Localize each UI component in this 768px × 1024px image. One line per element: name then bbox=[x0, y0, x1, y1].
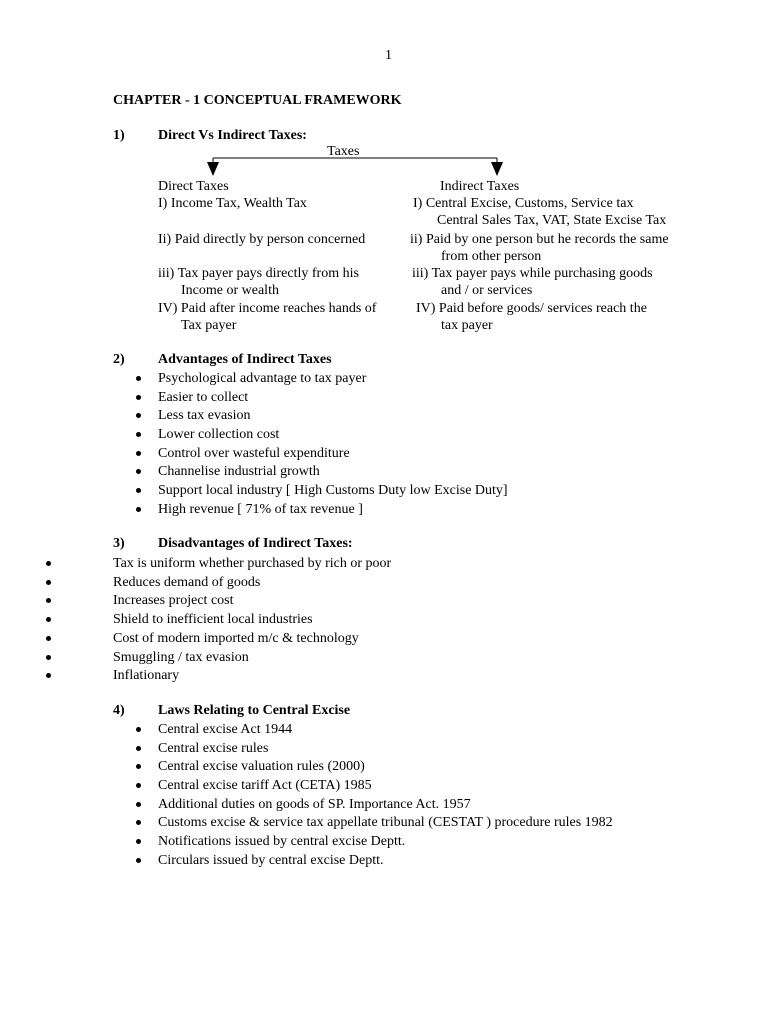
arrow-down-icon-right bbox=[491, 162, 503, 176]
section-4-title: Laws Relating to Central Excise bbox=[158, 703, 351, 718]
indirect-point-4: IV) Paid before goods/ services reach the bbox=[416, 301, 647, 316]
section-1-number: 1) bbox=[113, 128, 125, 143]
law-item: Circulars issued by central excise Deptt. bbox=[158, 853, 384, 868]
bullet-icon bbox=[136, 488, 141, 493]
direct-point-3: iii) Tax payer pays directly from his bbox=[158, 266, 359, 281]
law-item: Central excise valuation rules (2000) bbox=[158, 759, 365, 774]
law-item: Customs excise & service tax appellate tribunal (CESTAT ) procedure rules 1982 bbox=[158, 815, 613, 830]
taxes-diagram-arrows bbox=[0, 0, 768, 200]
arrow-down-icon-left bbox=[207, 162, 219, 176]
disadvantage-item: Increases project cost bbox=[113, 593, 234, 608]
indirect-point-3-cont: and / or services bbox=[441, 283, 533, 298]
section-3-title: Disadvantages of Indirect Taxes: bbox=[158, 536, 353, 551]
section-2-number: 2) bbox=[113, 352, 125, 367]
indirect-point-3: iii) Tax payer pays while purchasing goods bbox=[412, 266, 653, 281]
bullet-icon bbox=[136, 413, 141, 418]
section-2-title: Advantages of Indirect Taxes bbox=[158, 352, 332, 367]
chapter-title: CHAPTER - 1 CONCEPTUAL FRAMEWORK bbox=[113, 93, 402, 108]
bullet-icon bbox=[46, 617, 51, 622]
advantage-item: Support local industry [ High Customs Duty low Excise Duty] bbox=[158, 483, 508, 498]
direct-point-1: I) Income Tax, Wealth Tax bbox=[158, 196, 307, 211]
bullet-icon bbox=[46, 636, 51, 641]
advantage-item: Lower collection cost bbox=[158, 427, 280, 442]
direct-point-2: Ii) Paid directly by person concerned bbox=[158, 232, 366, 247]
law-item: Notifications issued by central excise Deptt. bbox=[158, 834, 406, 849]
advantage-item: High revenue [ 71% of tax revenue ] bbox=[158, 502, 363, 517]
section-1-title: Direct Vs Indirect Taxes: bbox=[158, 128, 307, 143]
taxes-label: Taxes bbox=[327, 144, 360, 159]
bullet-icon bbox=[136, 820, 141, 825]
bullet-icon bbox=[136, 727, 141, 732]
bullet-icon bbox=[46, 655, 51, 660]
bullet-icon bbox=[136, 858, 141, 863]
bullet-icon bbox=[46, 580, 51, 585]
disadvantage-item: Tax is uniform whether purchased by rich or poor bbox=[113, 556, 392, 571]
section-3-number: 3) bbox=[113, 536, 125, 551]
section-4-number: 4) bbox=[113, 703, 125, 718]
advantage-item: Easier to collect bbox=[158, 390, 249, 405]
disadvantage-item: Shield to inefficient local industries bbox=[113, 612, 313, 627]
bullet-icon bbox=[46, 673, 51, 678]
direct-point-3-cont: Income or wealth bbox=[181, 283, 279, 298]
bullet-icon bbox=[46, 598, 51, 603]
direct-point-4-cont: Tax payer bbox=[181, 318, 237, 333]
bullet-icon bbox=[136, 764, 141, 769]
advantage-item: Channelise industrial growth bbox=[158, 464, 320, 479]
advantage-item: Less tax evasion bbox=[158, 408, 251, 423]
disadvantage-item: Inflationary bbox=[113, 668, 180, 683]
disadvantage-item: Reduces demand of goods bbox=[113, 575, 261, 590]
law-item: Central excise rules bbox=[158, 741, 269, 756]
direct-taxes-heading: Direct Taxes bbox=[158, 179, 229, 194]
bullet-icon bbox=[136, 432, 141, 437]
bullet-icon bbox=[136, 783, 141, 788]
advantage-item: Control over wasteful expenditure bbox=[158, 446, 350, 461]
indirect-point-2-cont: from other person bbox=[441, 249, 542, 264]
bullet-icon bbox=[136, 746, 141, 751]
bullet-icon bbox=[136, 507, 141, 512]
law-item: Central excise Act 1944 bbox=[158, 722, 293, 737]
bullet-icon bbox=[136, 451, 141, 456]
bullet-icon bbox=[136, 469, 141, 474]
indirect-taxes-heading: Indirect Taxes bbox=[440, 179, 520, 194]
bullet-icon bbox=[136, 376, 141, 381]
indirect-point-1-cont: Central Sales Tax, VAT, State Excise Tax bbox=[437, 213, 667, 228]
page-number: 1 bbox=[385, 48, 392, 63]
indirect-point-4-cont: tax payer bbox=[441, 318, 493, 333]
bullet-icon bbox=[136, 395, 141, 400]
bullet-icon bbox=[136, 839, 141, 844]
law-item: Additional duties on goods of SP. Importance Act. 1957 bbox=[158, 797, 471, 812]
direct-point-4: IV) Paid after income reaches hands of bbox=[158, 301, 377, 316]
indirect-point-1: I) Central Excise, Customs, Service tax bbox=[413, 196, 634, 211]
disadvantage-item: Cost of modern imported m/c & technology bbox=[113, 631, 359, 646]
advantage-item: Psychological advantage to tax payer bbox=[158, 371, 367, 386]
law-item: Central excise tariff Act (CETA) 1985 bbox=[158, 778, 372, 793]
bullet-icon bbox=[136, 802, 141, 807]
bullet-icon bbox=[46, 561, 51, 566]
disadvantage-item: Smuggling / tax evasion bbox=[113, 650, 249, 665]
indirect-point-2: ii) Paid by one person but he records the same bbox=[410, 232, 669, 247]
